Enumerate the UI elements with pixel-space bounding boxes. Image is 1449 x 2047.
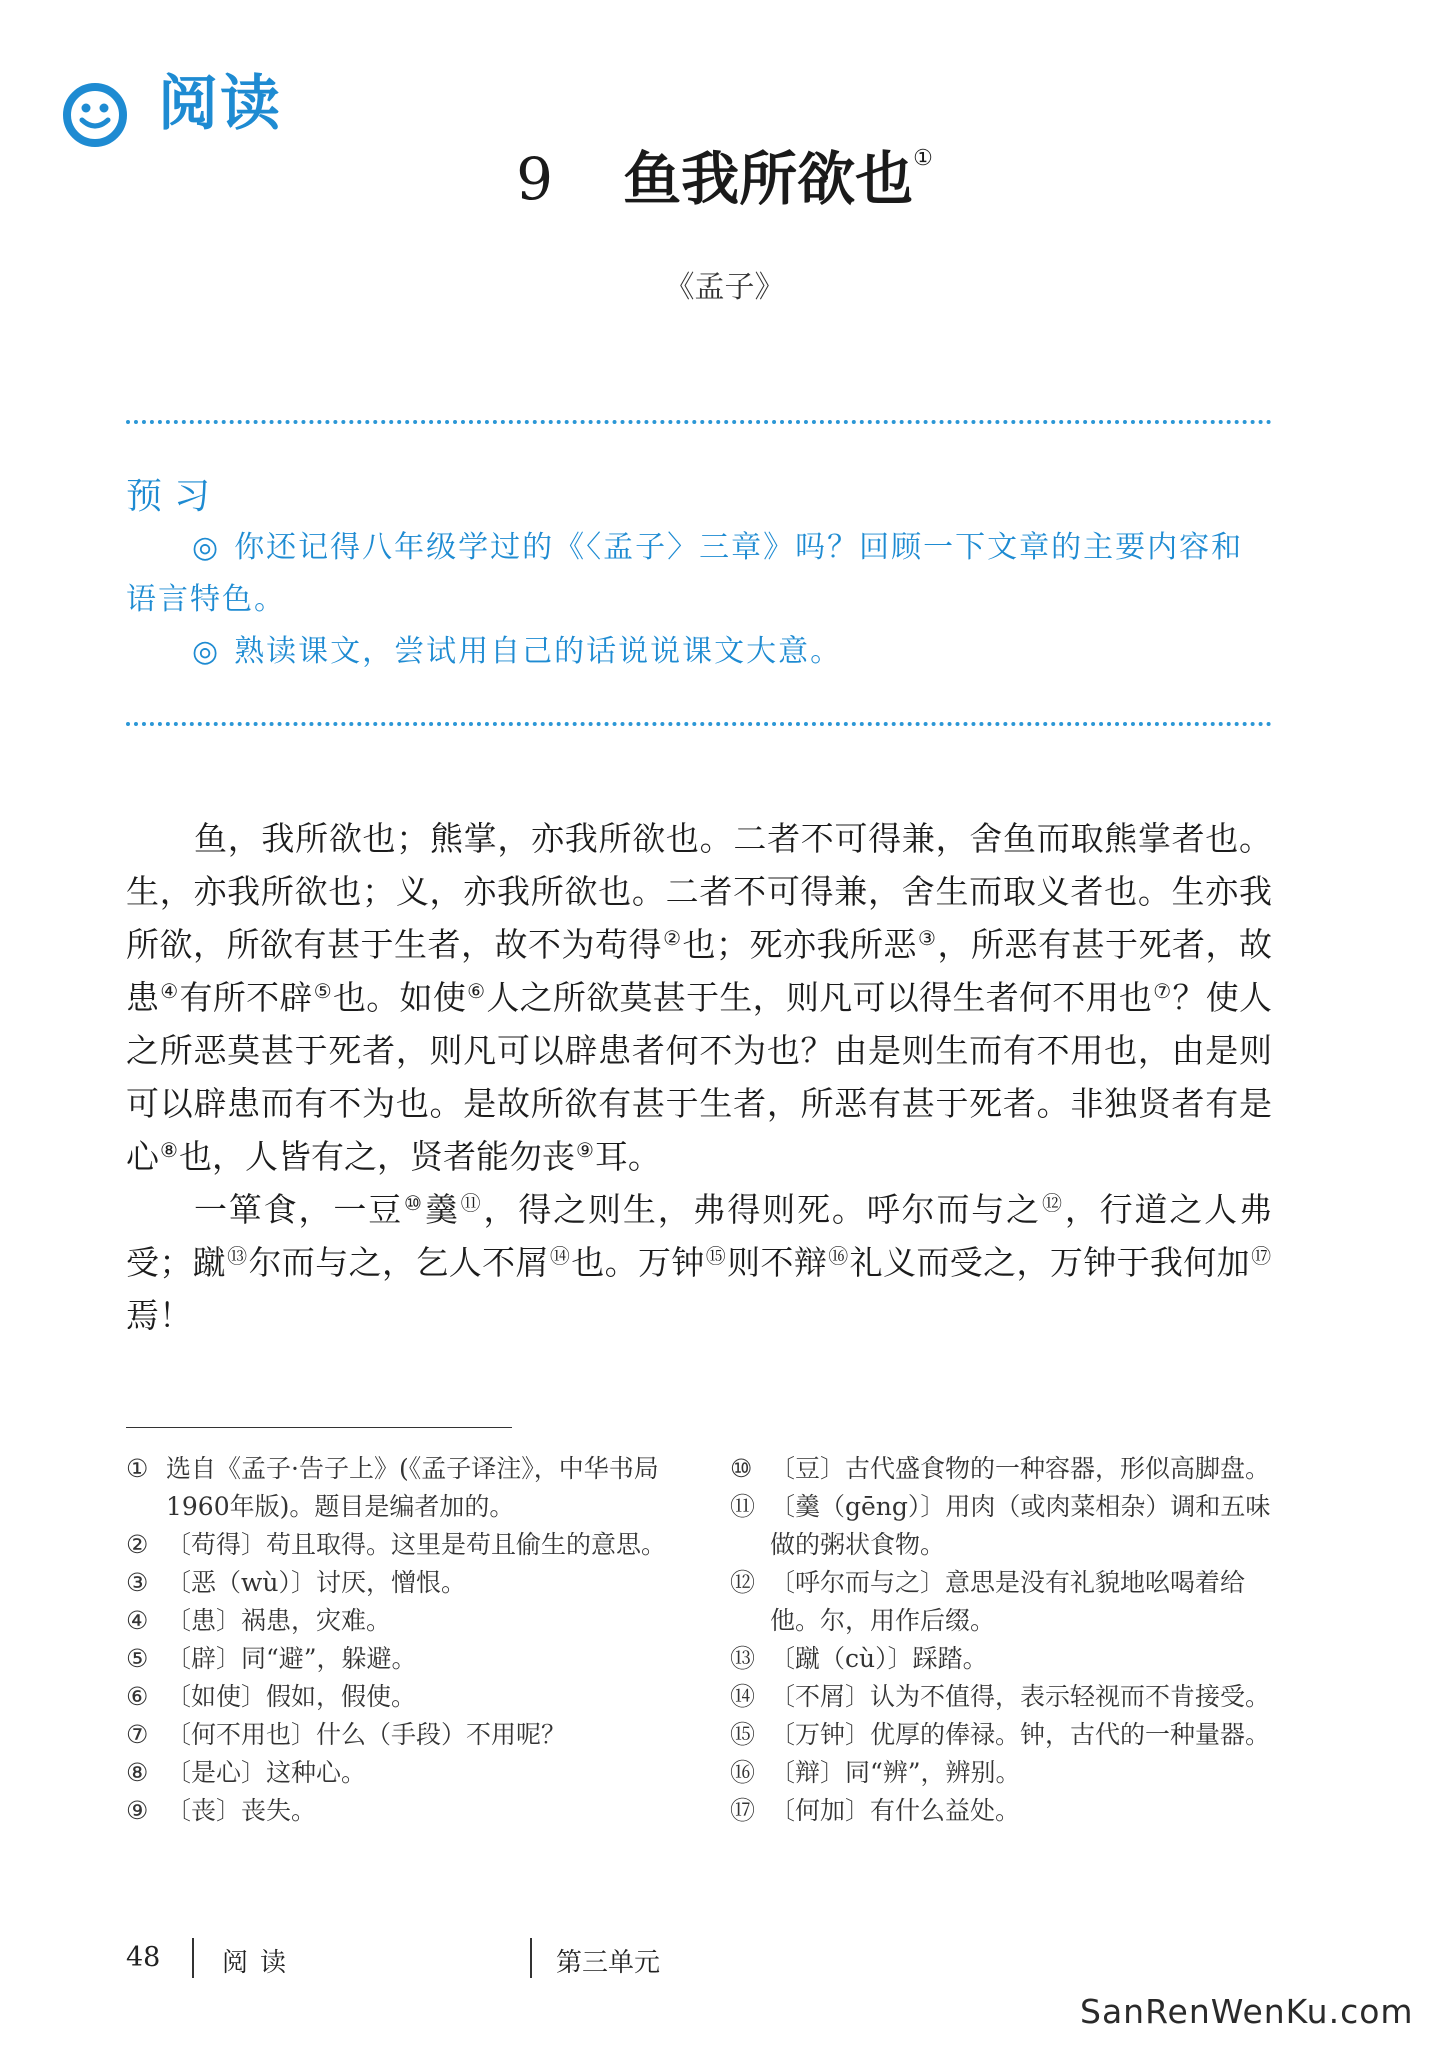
footnote-number: ④ — [126, 1606, 149, 1635]
preview-heading: 预习 — [126, 476, 223, 517]
paragraph-1: 鱼，我所欲也；熊掌，亦我所欲也。二者不可得兼，舍鱼而取熊掌者也。生，亦我所欲也；义，亦我所欲也。二者不可得兼，舍生而取义者也。生亦我所欲，所欲有甚于生者，故不为苟得②也；死亦我所恶③，所恶有甚于死者，故患④有所不辟⑤也。如使⑥人之所欲莫甚于生，则凡可以得生者何不用也⑦？使人之所恶莫甚于死者，则凡可以辟患者何不为也？由是则生而有不用也，由是则可以辟患而有不为也。是故所欲有甚于生者，所恶有甚于死者。非独贤者有是心⑧也，人皆有之，贤者能勿丧⑨耳。 — [126, 819, 1273, 1176]
footer-section-label: 阅读 — [222, 1948, 299, 1978]
bullet-icon: ◎ — [192, 634, 221, 669]
footnote-ref[interactable]: ⑪ — [460, 1191, 483, 1215]
title-text: 鱼我所欲也 — [623, 145, 914, 213]
footnote-number: ② — [126, 1530, 149, 1559]
footnote-ref[interactable]: ③ — [918, 926, 937, 950]
footer-unit-label: 第三单元 — [556, 1948, 661, 1978]
footnote-number: ⑯ — [730, 1758, 756, 1787]
footnote-ref[interactable]: ⑨ — [575, 1138, 594, 1162]
footnote-item: ⑤ 〔辟〕同“避”，躲避。 — [126, 1640, 686, 1678]
footnote-number: ⑨ — [126, 1796, 149, 1825]
footnote-number: ⑬ — [730, 1644, 756, 1673]
preview-item: ◎ 熟读课文，尝试用自己的话说说课文大意。 — [192, 634, 843, 669]
footnotes-right — [730, 1450, 1290, 1830]
footnote-item: ③ 〔恶（wù）〕讨厌，憎恨。 — [126, 1564, 686, 1602]
footnote-item: ⑥ 〔如使〕假如，假使。 — [126, 1678, 686, 1716]
classical-text — [126, 812, 1272, 1342]
footnote-ref[interactable]: ⑦ — [1153, 979, 1172, 1003]
footnote-item: ⑯ 〔辩〕同“辨”，辨别。 — [730, 1754, 1290, 1792]
footnote-number: ⑤ — [126, 1644, 149, 1673]
author-source: 《孟子》 — [664, 270, 785, 305]
footnote-ref[interactable]: ⑧ — [160, 1138, 178, 1162]
footnote-ref[interactable]: ⑬ — [227, 1244, 248, 1268]
footnote-number: ⑩ — [730, 1454, 753, 1483]
footnote-number: ⑮ — [730, 1720, 756, 1749]
watermark: SanRenWenKu.com — [1080, 1992, 1414, 2031]
footnote-ref[interactable]: ⑫ — [1041, 1191, 1064, 1215]
footnote-item: ⑧ 〔是心〕这种心。 — [126, 1754, 686, 1792]
footnote-ref[interactable]: ⑰ — [1251, 1244, 1272, 1268]
footnote-number: ⑭ — [730, 1682, 756, 1711]
preview-items — [126, 522, 1272, 678]
preview-item: ◎ 你还记得八年级学过的《〈孟子〉三章》吗？回顾一下文章的主要内容和语言特色。 — [126, 530, 1244, 617]
footnote-ref[interactable]: ⑭ — [549, 1244, 571, 1268]
footnote-number: ⑪ — [730, 1492, 756, 1521]
bullet-icon: ◎ — [192, 530, 221, 565]
footnote-item: ⑬ 〔蹴（cù）〕踩踏。 — [730, 1640, 1290, 1678]
footnote-number: ⑦ — [126, 1720, 149, 1749]
footnote-ref[interactable]: ⑥ — [467, 979, 486, 1003]
footnote-number: ⑫ — [730, 1568, 756, 1597]
page-number: 48 — [126, 1942, 161, 1973]
footnotes-left — [126, 1450, 686, 1830]
footnote-item: ④ 〔患〕祸患，灾难。 — [126, 1602, 686, 1640]
footnote-number: ⑥ — [126, 1682, 149, 1711]
footnote-ref[interactable]: ⑯ — [828, 1244, 849, 1268]
footnote-item: ⑪ 〔羹（gēng）〕用肉（或肉菜相杂）调和五味做的粥状食物。 — [730, 1488, 1290, 1564]
footnote-item: ⑦ 〔何不用也〕什么（手段）不用呢？ — [126, 1716, 686, 1754]
footnote-number: ① — [126, 1454, 149, 1483]
smiley-icon — [62, 82, 128, 148]
section-label: 阅读 — [158, 69, 282, 139]
lesson-number: 9 — [516, 145, 554, 213]
footnote-item: ⑰ 〔何加〕有什么益处。 — [730, 1792, 1290, 1830]
footnote-ref[interactable]: ⑮ — [705, 1244, 727, 1268]
footnote-item: ⑫ 〔呼尔而与之〕意思是没有礼貌地吆喝着给他。尔，用作后缀。 — [730, 1564, 1290, 1640]
footnote-ref[interactable]: ② — [663, 926, 682, 950]
footnote-number: ③ — [126, 1568, 149, 1597]
footer-divider — [192, 1938, 194, 1978]
footnote-rule — [126, 1427, 512, 1428]
lesson-title — [0, 145, 1449, 213]
footnote-item: ⑨ 〔丧〕丧失。 — [126, 1792, 686, 1830]
footnote-item: ⑭ 〔不屑〕认为不值得，表示轻视而不肯接受。 — [730, 1678, 1290, 1716]
dotted-divider-bottom — [126, 722, 1272, 726]
footnote-ref[interactable]: ⑩ — [404, 1191, 424, 1215]
footnote-number: ⑧ — [126, 1758, 149, 1787]
footer-divider — [530, 1938, 532, 1978]
footnote-ref[interactable]: ⑤ — [313, 979, 332, 1003]
footnote-number: ⑰ — [730, 1796, 756, 1825]
paragraph-2: 一箪食，一豆⑩羹⑪，得之则生，弗得则死。呼尔而与之⑫，行道之人弗受；蹴⑬尔而与之，乞人不屑⑭也。万钟⑮则不辩⑯礼义而受之，万钟于我何加⑰焉！ — [126, 1190, 1273, 1335]
dotted-divider-top — [126, 420, 1272, 424]
footnote-item: ⑮ 〔万钟〕优厚的俸禄。钟，古代的一种量器。 — [730, 1716, 1290, 1754]
footnote-ref[interactable]: ④ — [160, 979, 179, 1003]
footnote-item: ① 选自《孟子·告子上》(《孟子译注》，中华书局1960年版)。题目是编者加的。 — [126, 1450, 686, 1526]
title-footnote-ref[interactable]: ① — [913, 146, 933, 171]
footnote-item: ⑩ 〔豆〕古代盛食物的一种容器，形似高脚盘。 — [730, 1450, 1290, 1488]
footnote-item: ② 〔苟得〕苟且取得。这里是苟且偷生的意思。 — [126, 1526, 686, 1564]
